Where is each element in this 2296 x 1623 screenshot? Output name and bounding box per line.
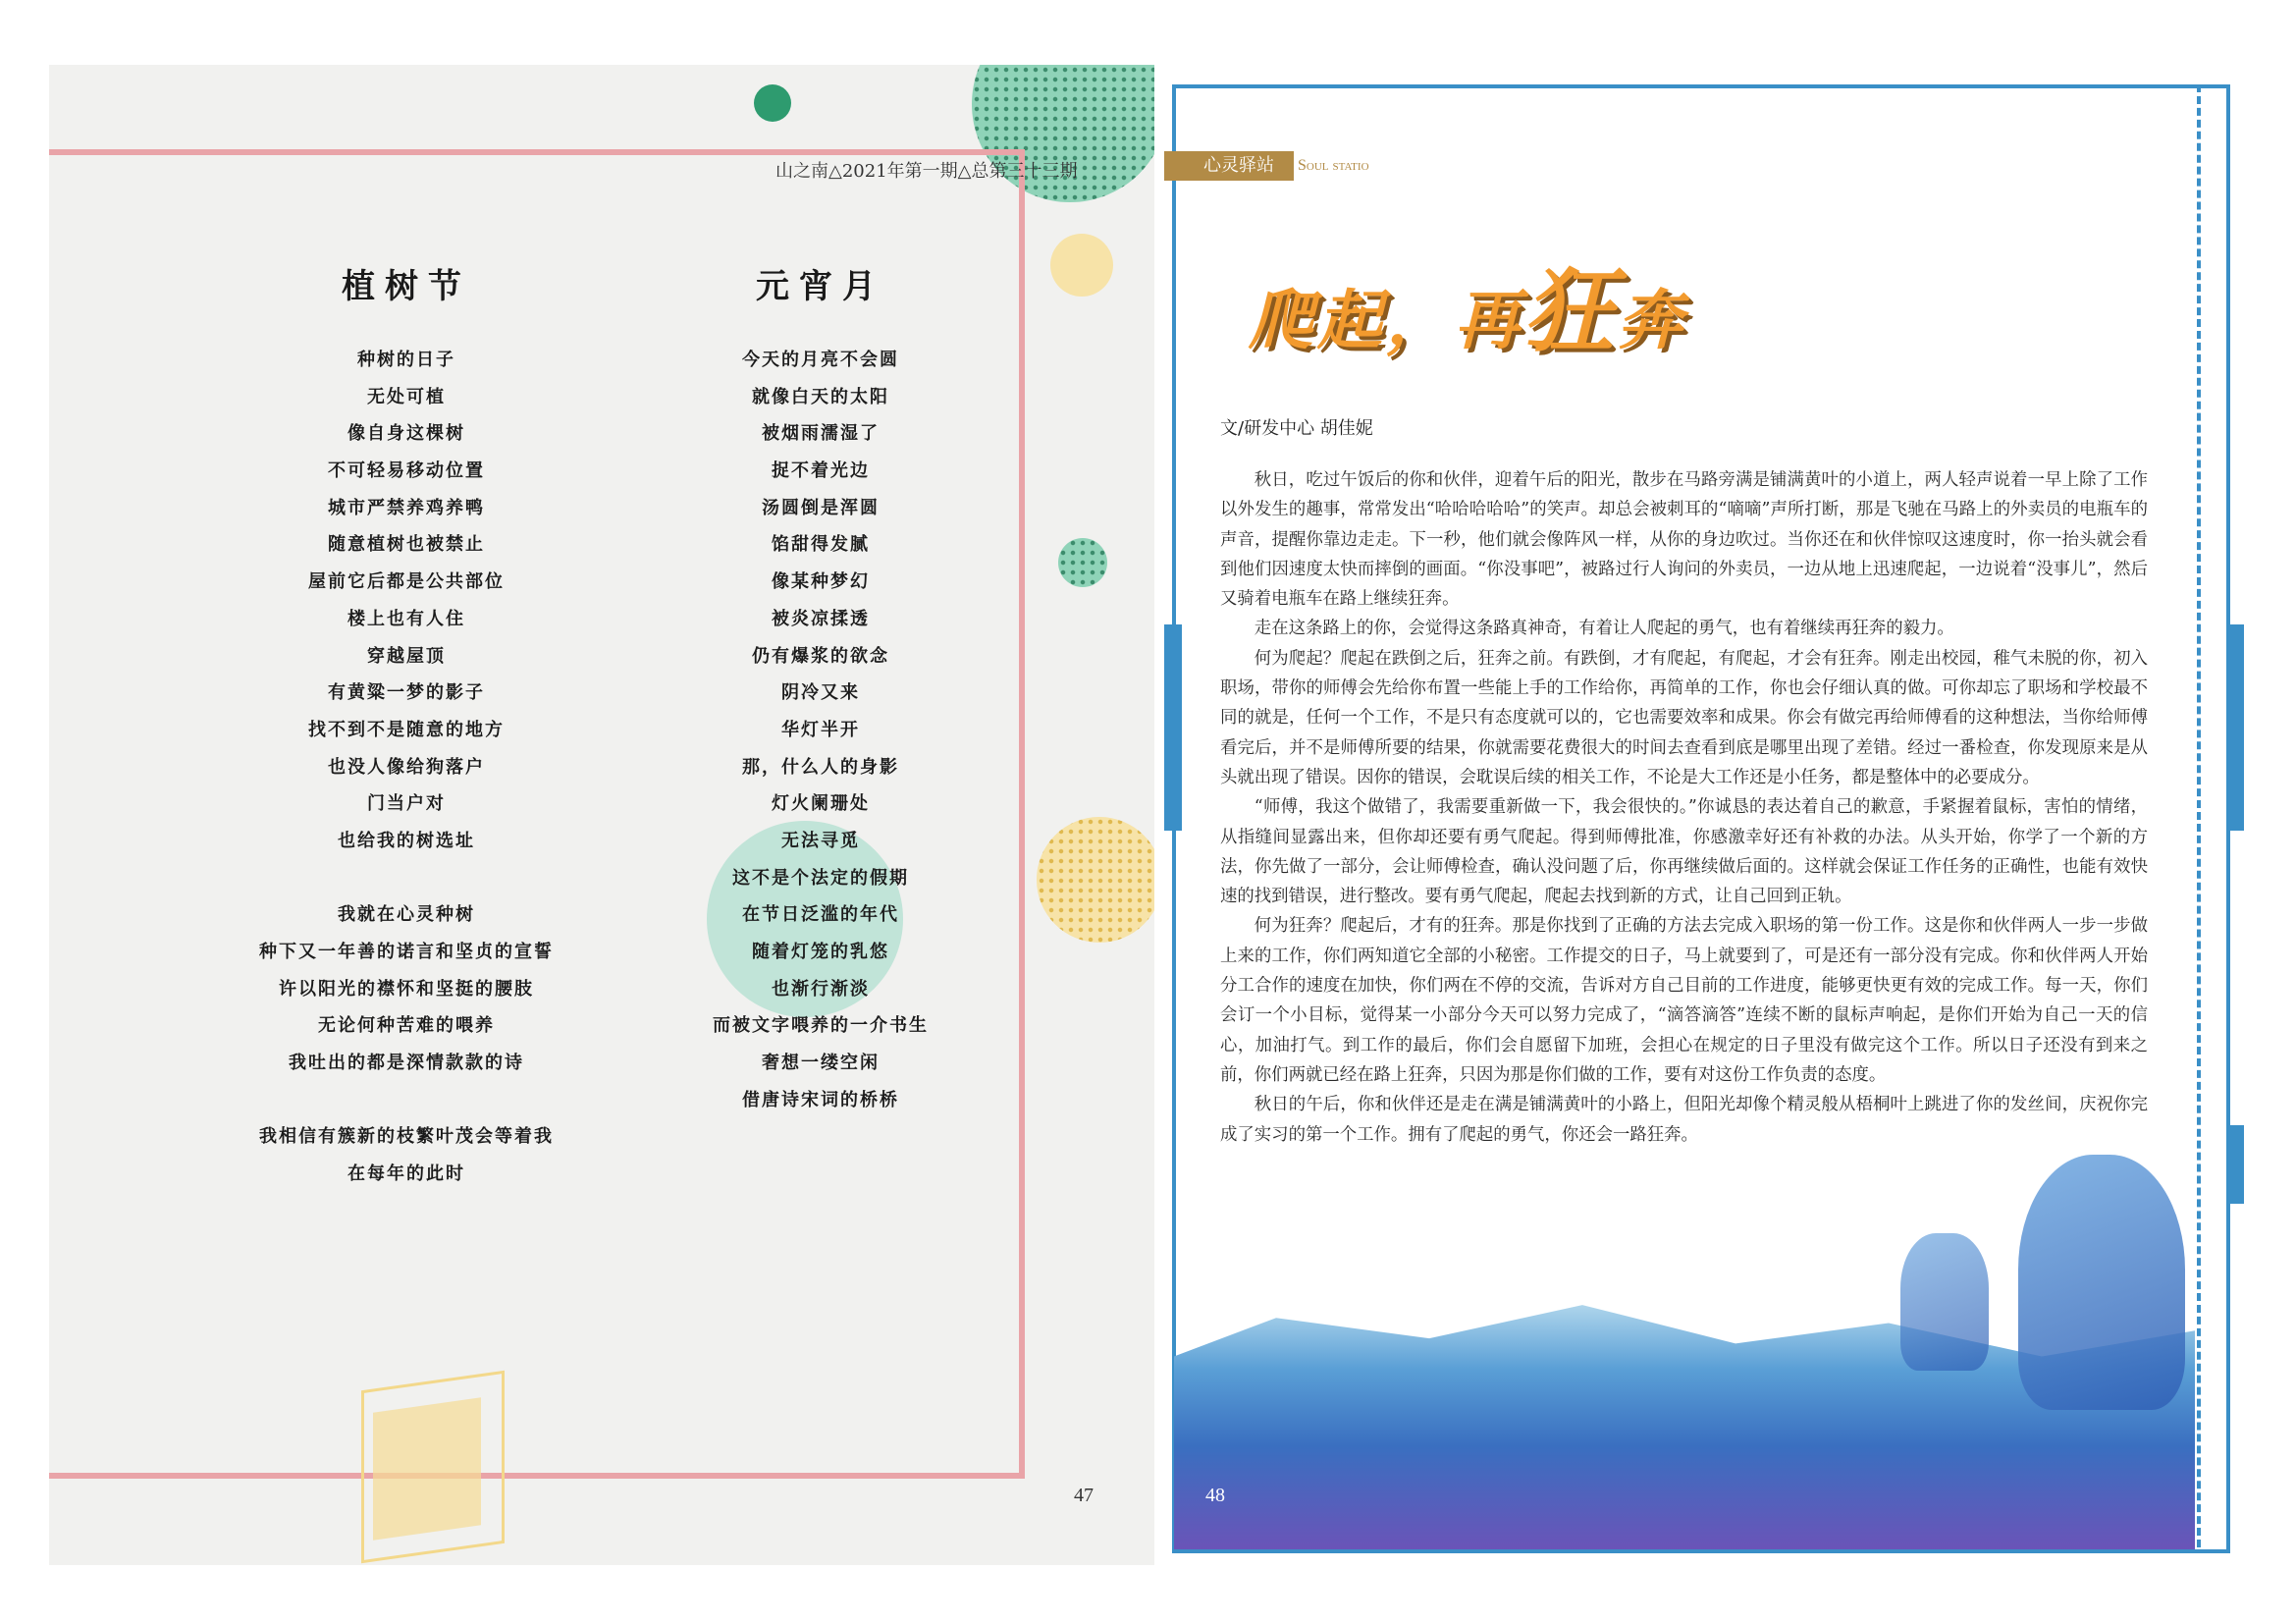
article-title [1249, 240, 1686, 369]
poem-line: 我相信有簇新的枝繁叶茂会等着我 [259, 1126, 554, 1148]
poem-line: 像某种梦幻 [772, 571, 870, 593]
title-emphasis: 狂 [1523, 259, 1619, 364]
poem-line: 屋前它后都是公共部位 [308, 571, 505, 593]
poem-line: 就像白天的太阳 [752, 386, 889, 407]
poem-line: 不可轻易移动位置 [328, 460, 485, 482]
poem-line: 借唐诗宋词的桥桥 [742, 1089, 899, 1110]
poem-line: 我吐出的都是深情款款的诗 [289, 1053, 524, 1074]
poem-line: 找不到不是随意的地方 [308, 719, 505, 740]
decorative-circle [754, 84, 791, 122]
poem-line: 种下又一年善的诺言和坚贞的宣誓 [259, 942, 554, 962]
poem-line: 像自身这棵树 [347, 423, 465, 445]
poem-line: 也给我的树选址 [338, 830, 475, 851]
poem-line: 许以阳光的襟怀和坚挺的腰肢 [279, 978, 534, 1000]
poem-line: 门当户对 [367, 793, 446, 815]
poem-line: 种树的日子 [357, 350, 455, 370]
decorative-square-fill [373, 1397, 481, 1540]
poem-line: 捉不着光边 [772, 460, 870, 482]
page-number: 48 [1205, 1485, 1225, 1506]
poem-line: 无法寻觅 [781, 830, 860, 851]
poem-line: 也渐行渐淡 [772, 978, 870, 1000]
article-paragraph: 走在这条路上的你，会觉得这条路真神奇，有着让人爬起的勇气，也有着继续再狂奔的毅力。 [1254, 619, 1954, 639]
poem-line: 无论何种苦难的喂养 [318, 1015, 495, 1037]
dashed-border [2197, 84, 2201, 1547]
decorative-dotted-circle [1058, 538, 1107, 587]
poem-title: 元宵月 [756, 267, 885, 306]
runner-silhouette [1900, 1233, 1989, 1371]
decorative-dotted-circle [1037, 817, 1154, 943]
section-tag-english: Soul statio [1298, 157, 1369, 174]
poem-line: 在节日泛滥的年代 [742, 904, 899, 926]
side-tab [2226, 1125, 2244, 1204]
poem-line: 随着灯笼的乳悠 [752, 942, 889, 962]
poem-line: 穿越屋顶 [367, 645, 446, 667]
poem-line: 灯火阑珊处 [772, 793, 870, 815]
article-paragraph: 秋日的午后，你和伙伴还是走在满是铺满黄叶的小路上，但阳光却像个精灵般从梧桐叶上跳进了你的发丝间，庆祝你完成了实习的第一个工作。拥有了爬起的勇气，你还会一路狂奔。 [1220, 1095, 2148, 1145]
poem-line: 奢想一缕空闲 [762, 1053, 880, 1074]
poem-line: 有黄粱一梦的影子 [328, 682, 485, 704]
poem-line: 无处可植 [367, 386, 446, 407]
side-tab [1164, 624, 1182, 831]
poem-line: 汤圆倒是浑圆 [762, 497, 880, 518]
poem-line: 在每年的此时 [347, 1163, 465, 1185]
article-body [1220, 465, 2148, 1150]
poem-line: 那，什么人的身影 [742, 756, 899, 778]
poem-body [634, 342, 1007, 1118]
article-paragraph: 何为狂奔？爬起后，才有的狂奔。那是你找到了正确的方法去完成入职场的第一份工作。这是你和伙伴两人一步一步做上来的工作，你们两知道它全部的小秘密。工作提交的日子，马上就要到了，可是还有一部分没有完成。你和伙伴两人开始分工合作的速度在加快，你们两在不停的交流，告诉对方自己目前的工作进度，能够更快更有效的完成工作。每一天，你们会订一个小目标，觉得某一小部分今天可以努力完成了，“滴答滴答”连续不断的鼠标声响起，是你们开始为自己一天的信心，加油打气。到工作的最后，你们会自愿留下加班，会担心在规定的日子里没有做完这个工作。所以日子还没有到来之前，你们两就已经在路上狂奔，只因为那是你们做的工作，要有对这份工作负责的态度。 [1220, 916, 2148, 1085]
article-paragraph: 何为爬起？爬起在跌倒之后，狂奔之前。有跌倒，才有爬起，有爬起，才会有狂奔。刚走出校园，稚气未脱的你，初入职场，带你的师傅会先给你布置一些能上手的工作给你，再简单的工作，你也会仔细认真的做。可你却忘了职场和学校最不同的就是，任何一个工作，不是只有态度就可以的，它也需要效率和成果。你会有做完再给师傅看的这种想法，当你给师傅看完后，并不是师傅所要的结果，你就需要花费很大的时间去查看到底是哪里出现了差错。经过一番检查，你发现原来是从头就出现了错误。因你的错误，会耽误后续的相关工作，不论是大工作还是小任务，都是整体中的必要成分。 [1220, 648, 2148, 787]
poem-line: 被炎凉揉透 [772, 608, 870, 629]
poem-body [220, 342, 593, 1193]
poem-line: 而被文字喂养的一介书生 [713, 1015, 929, 1037]
byline: 文/研发中心 胡佳妮 [1220, 418, 1373, 439]
page-number: 47 [1074, 1485, 1094, 1506]
poem-line: 我就在心灵种树 [338, 904, 475, 926]
decorative-circle [1050, 234, 1113, 297]
poem-line: 这不是个法定的假期 [732, 867, 909, 889]
poem-line: 被烟雨濡湿了 [762, 423, 880, 445]
poem-title: 植树节 [342, 267, 471, 306]
title-part: 奔 [1618, 283, 1687, 358]
right-page [1154, 65, 2258, 1565]
title-part: 爬起，再 [1249, 283, 1523, 358]
stanza-break [220, 860, 593, 897]
poem-line: 随意植树也被禁止 [328, 534, 485, 556]
issue-header: 山之南△2021年第一期△总第三十三期 [775, 161, 1078, 182]
runner-silhouette [2018, 1155, 2185, 1410]
left-page [49, 65, 1154, 1565]
poem-line: 华灯半开 [781, 719, 860, 740]
article-paragraph: 秋日，吃过午饭后的你和伙伴，迎着午后的阳光，散步在马路旁满是铺满黄叶的小道上，两人轻声说着一早上除了工作以外发生的趣事，常常发出“哈哈哈哈哈”的笑声。却总会被刺耳的“嘀嘀”声所打断，那是飞驰在马路上的外卖员的电瓶车的声音，提醒你靠边走走。下一秒，他们就会像阵风一样，从你的身边吹过。当你还在和伙伴惊叹这速度时，你一抬头就会看到他们因速度太快而摔倒的画面。“你没事吧”，被路过行人询问的外卖员，一边从地上迅速爬起，一边说着“没事儿”，然后又骑着电瓶车在路上继续狂奔。 [1220, 470, 2148, 610]
poem-line: 阴冷又来 [781, 682, 860, 704]
poem-line: 楼上也有人住 [347, 608, 465, 629]
poem-line: 今天的月亮不会圆 [742, 350, 899, 370]
section-tag: 心灵驿站 [1164, 151, 1294, 181]
side-tab [2226, 624, 2244, 831]
poem-line: 城市严禁养鸡养鸭 [328, 497, 485, 518]
poem-line: 馅甜得发腻 [772, 534, 870, 556]
poem-line: 仍有爆浆的欲念 [752, 645, 889, 667]
poem-line: 也没人像给狗落户 [328, 756, 485, 778]
stanza-break [220, 1082, 593, 1119]
article-paragraph: “师傅，我这个做错了，我需要重新做一下，我会很快的。”你诚恳的表达着自己的歉意，手紧握着鼠标，害怕的情绪，从指缝间显露出来，但你却还要有勇气爬起。得到师傅批准，你感激幸好还有补救的办法。从头开始，你学了一个新的方法，你先做了一部分，会让师傅检查，确认没问题了后，你再继续做后面的。这样就会保证工作任务的正确性，也能有效快速的找到错误，进行整改。要有勇气爬起，爬起去找到新的方式，让自己回到正轨。 [1220, 797, 2148, 907]
